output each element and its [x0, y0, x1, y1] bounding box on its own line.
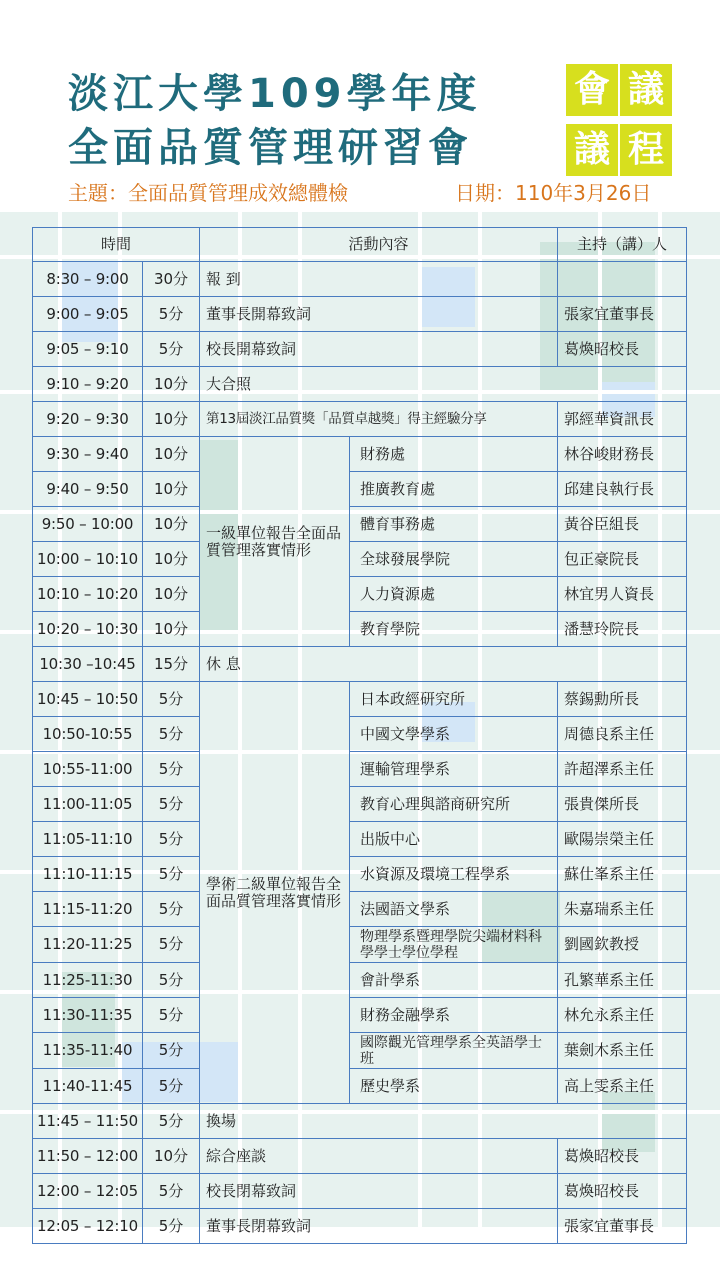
time-cell: 9:10 – 9:20: [33, 367, 143, 402]
time-cell: 10:20 – 10:30: [33, 612, 143, 647]
duration-cell: 5分: [143, 717, 200, 752]
host-cell: 孔繁華系主任: [558, 963, 687, 998]
unit-cell: 運輸管理學系: [350, 752, 558, 787]
activity-cell: 董事長閉幕致詞: [200, 1209, 558, 1244]
time-cell: 9:05 – 9:10: [33, 332, 143, 367]
host-cell: 黃谷臣組長: [558, 507, 687, 542]
time-cell: 10:30 –10:45: [33, 647, 143, 682]
activity-cell: 綜合座談: [200, 1139, 558, 1174]
host-cell: 潘慧玲院長: [558, 612, 687, 647]
unit-cell: 全球發展學院: [350, 542, 558, 577]
agenda-row: [33, 1069, 687, 1104]
header-time: 時間: [33, 228, 200, 262]
group-cell: 學術二級單位報告全面品質管理落實情形: [200, 682, 350, 1104]
host-cell: 張家宜董事長: [558, 297, 687, 332]
time-cell: 11:30-11:35: [33, 998, 143, 1033]
time-cell: 8:30 – 9:00: [33, 262, 143, 297]
time-cell: 9:40 – 9:50: [33, 472, 143, 507]
agenda-row: [33, 857, 687, 892]
unit-cell: 歷史學系: [350, 1069, 558, 1104]
time-cell: 12:00 – 12:05: [33, 1174, 143, 1209]
agenda-row: [33, 998, 687, 1033]
host-cell: 張家宜董事長: [558, 1209, 687, 1244]
page-title-line2: 全面品質管理研習會: [68, 125, 473, 171]
host-cell: 歐陽崇榮主任: [558, 822, 687, 857]
agenda-row: [33, 262, 687, 297]
unit-cell: 體育事務處: [350, 507, 558, 542]
duration-cell: 5分: [143, 892, 200, 927]
agenda-row: [33, 437, 687, 472]
unit-cell: 國際觀光管理學系全英語學士班: [350, 1033, 558, 1069]
host-cell: 葛煥昭校長: [558, 332, 687, 367]
duration-cell: 10分: [143, 402, 200, 437]
time-cell: 11:10-11:15: [33, 857, 143, 892]
duration-cell: 5分: [143, 752, 200, 787]
time-cell: 9:00 – 9:05: [33, 297, 143, 332]
activity-cell: 休 息: [200, 647, 687, 682]
header-activity: 活動內容: [200, 228, 558, 262]
host-cell: 蔡錫勳所長: [558, 682, 687, 717]
badge-char-2: 議: [620, 64, 672, 116]
unit-cell: 出版中心: [350, 822, 558, 857]
agenda-row: [33, 892, 687, 927]
time-cell: 11:25-11:30: [33, 963, 143, 998]
duration-cell: 10分: [143, 542, 200, 577]
duration-cell: 5分: [143, 332, 200, 367]
time-cell: 10:00 – 10:10: [33, 542, 143, 577]
duration-cell: 5分: [143, 963, 200, 998]
agenda-row: [33, 472, 687, 507]
duration-cell: 10分: [143, 612, 200, 647]
unit-cell: 物理學系暨理學院尖端材料科學學士學位學程: [350, 927, 558, 963]
duration-cell: 10分: [143, 437, 200, 472]
duration-cell: 5分: [143, 1104, 200, 1139]
agenda-row: [33, 1174, 687, 1209]
time-cell: 11:15-11:20: [33, 892, 143, 927]
time-cell: 11:50 – 12:00: [33, 1139, 143, 1174]
duration-cell: 5分: [143, 857, 200, 892]
agenda-row: [33, 1139, 687, 1174]
duration-cell: 5分: [143, 927, 200, 963]
agenda-row: [33, 787, 687, 822]
host-cell: 葉劍木系主任: [558, 1033, 687, 1069]
agenda-row: [33, 1104, 687, 1139]
agenda-table: [32, 227, 687, 1244]
activity-cell: 校長開幕致詞: [200, 332, 558, 367]
time-cell: 11:35-11:40: [33, 1033, 143, 1069]
host-cell: 朱嘉瑞系主任: [558, 892, 687, 927]
unit-cell: 財務處: [350, 437, 558, 472]
duration-cell: 5分: [143, 822, 200, 857]
agenda-row: [33, 612, 687, 647]
host-cell: 許超澤系主任: [558, 752, 687, 787]
host-cell: 劉國欽教授: [558, 927, 687, 963]
unit-cell: 中國文學學系: [350, 717, 558, 752]
unit-cell: 教育心理與諮商研究所: [350, 787, 558, 822]
duration-cell: 5分: [143, 682, 200, 717]
agenda-row: [33, 682, 687, 717]
host-cell: 葛煥昭校長: [558, 1139, 687, 1174]
duration-cell: 10分: [143, 1139, 200, 1174]
agenda-row: [33, 752, 687, 787]
time-cell: 11:00-11:05: [33, 787, 143, 822]
activity-cell: 校長閉幕致詞: [200, 1174, 558, 1209]
unit-cell: 人力資源處: [350, 577, 558, 612]
activity-cell: 換場: [200, 1104, 687, 1139]
header-host: 主持（講）人: [558, 228, 687, 262]
activity-cell: 大合照: [200, 367, 687, 402]
host-cell: 郭經華資訊長: [558, 402, 687, 437]
agenda-row: [33, 367, 687, 402]
time-cell: 10:55-11:00: [33, 752, 143, 787]
agenda-row: [33, 542, 687, 577]
duration-cell: 10分: [143, 577, 200, 612]
host-cell: 邱建良執行長: [558, 472, 687, 507]
time-cell: 9:30 – 9:40: [33, 437, 143, 472]
duration-cell: 5分: [143, 297, 200, 332]
host-cell: 林谷峻財務長: [558, 437, 687, 472]
agenda-row: [33, 1033, 687, 1069]
unit-cell: 財務金融學系: [350, 998, 558, 1033]
unit-cell: 推廣教育處: [350, 472, 558, 507]
time-cell: 10:10 – 10:20: [33, 577, 143, 612]
time-cell: 10:45 – 10:50: [33, 682, 143, 717]
theme-text: 主題：全面品質管理成效總體檢: [68, 181, 348, 205]
unit-cell: 日本政經研究所: [350, 682, 558, 717]
page-title-line1: 淡江大學109學年度: [68, 71, 482, 117]
duration-cell: 5分: [143, 1174, 200, 1209]
unit-cell: 水資源及環境工程學系: [350, 857, 558, 892]
host-cell: 葛煥昭校長: [558, 1174, 687, 1209]
agenda-row: [33, 717, 687, 752]
agenda-row: [33, 647, 687, 682]
unit-cell: 會計學系: [350, 963, 558, 998]
duration-cell: 10分: [143, 507, 200, 542]
time-cell: 12:05 – 12:10: [33, 1209, 143, 1244]
duration-cell: 5分: [143, 1069, 200, 1104]
time-cell: 11:20-11:25: [33, 927, 143, 963]
time-cell: 11:40-11:45: [33, 1069, 143, 1104]
unit-cell: 教育學院: [350, 612, 558, 647]
host-cell: 包正豪院長: [558, 542, 687, 577]
host-cell: [558, 262, 687, 297]
time-cell: 9:20 – 9:30: [33, 402, 143, 437]
agenda-row: [33, 927, 687, 963]
duration-cell: 5分: [143, 787, 200, 822]
activity-cell: 報 到: [200, 262, 558, 297]
duration-cell: 5分: [143, 1209, 200, 1244]
agenda-row: [33, 507, 687, 542]
duration-cell: 10分: [143, 472, 200, 507]
agenda-row: [33, 1209, 687, 1244]
time-cell: 11:45 – 11:50: [33, 1104, 143, 1139]
duration-cell: 30分: [143, 262, 200, 297]
unit-cell: 法國語文學系: [350, 892, 558, 927]
badge-char-4: 程: [620, 124, 672, 176]
duration-cell: 5分: [143, 1033, 200, 1069]
activity-cell: 第13屆淡江品質獎「品質卓越獎」得主經驗分享: [200, 402, 558, 437]
agenda-row: [33, 963, 687, 998]
host-cell: 張貴傑所長: [558, 787, 687, 822]
host-cell: 高上雯系主任: [558, 1069, 687, 1104]
activity-cell: 董事長開幕致詞: [200, 297, 558, 332]
agenda-row: [33, 577, 687, 612]
agenda-row: [33, 332, 687, 367]
header-row: [33, 228, 687, 262]
date-text: 日期：110年3月26日: [455, 181, 652, 205]
agenda-row: [33, 297, 687, 332]
host-cell: 林宜男人資長: [558, 577, 687, 612]
time-cell: 11:05-11:10: [33, 822, 143, 857]
time-cell: 9:50 – 10:00: [33, 507, 143, 542]
host-cell: 蘇仕峯系主任: [558, 857, 687, 892]
host-cell: 林允永系主任: [558, 998, 687, 1033]
duration-cell: 10分: [143, 367, 200, 402]
time-cell: 10:50-10:55: [33, 717, 143, 752]
agenda-row: [33, 822, 687, 857]
host-cell: 周德良系主任: [558, 717, 687, 752]
duration-cell: 15分: [143, 647, 200, 682]
agenda-row: [33, 402, 687, 437]
badge-char-1: 會: [566, 64, 618, 116]
badge-char-3: 議: [566, 124, 618, 176]
duration-cell: 5分: [143, 998, 200, 1033]
group-cell: 一級單位報告全面品質管理落實情形: [200, 437, 350, 647]
